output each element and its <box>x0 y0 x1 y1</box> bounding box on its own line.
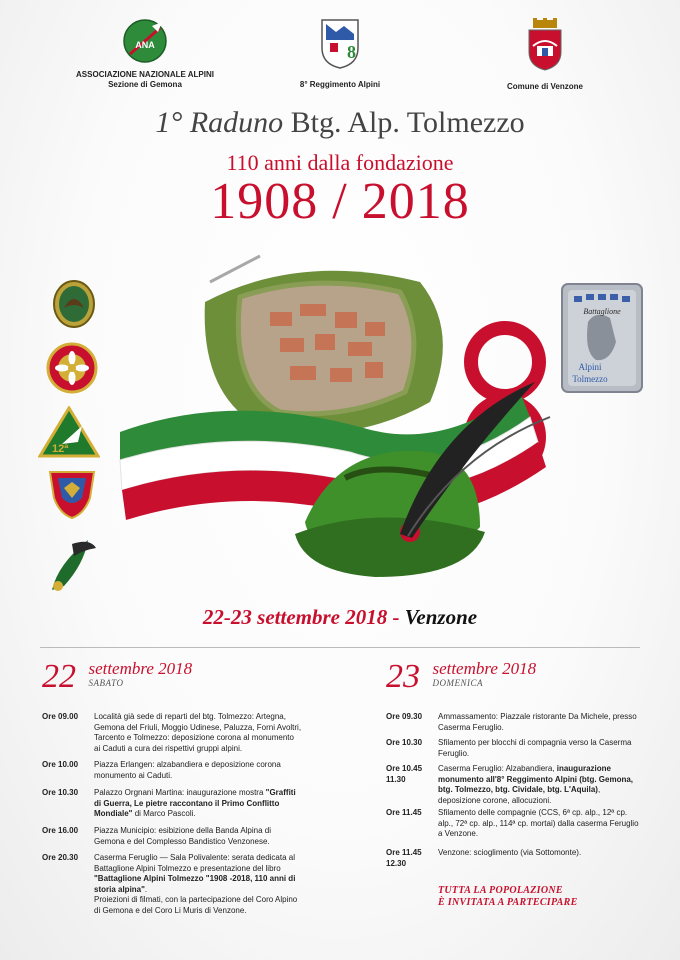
event-description: Venzone: scioglimento (via Sottomonte). <box>438 848 582 857</box>
day2-month: settembre 2018 <box>432 659 537 678</box>
reggimento-caption: 8° Reggimento Alpini <box>299 80 381 89</box>
ana-caption-1: ASSOCIAZIONE NAZIONALE ALPINI <box>76 70 214 79</box>
event-description-bold: "Graffiti di Guerra, Le pietre raccontano il Primo Conflitto Mondiale" <box>94 788 296 818</box>
closing-line-2: È INVITATA A PARTECIPARE <box>438 897 578 908</box>
event-description-text: di Marco Pascoli. <box>132 809 196 818</box>
day2-number: 23 <box>386 658 420 695</box>
ana-logo-text: ANA <box>135 40 155 50</box>
venzone-logo-block <box>500 18 590 92</box>
event-description: Ammassamento: Piazzale ristorante Da Michele, presso Caserma Feruglio. <box>438 712 637 732</box>
event-description-text: Palazzo Orgnani Martina: inaugurazione mostra <box>94 788 266 797</box>
plaque-top-text: Battaglione <box>583 307 621 316</box>
event-description-text: Caserma Feruglio: Alzabandiera, <box>438 764 557 773</box>
day1-header <box>42 660 192 694</box>
event-description <box>94 788 302 820</box>
day2-schedule <box>386 712 642 892</box>
plaque-bottom-text-2: Tolmezzo <box>572 374 608 384</box>
event-time: Ore 09.00 <box>42 712 79 721</box>
event-dates: 22-23 settembre 2018 - <box>202 605 405 629</box>
event-dateline <box>0 605 680 630</box>
badge-12-company-icon <box>38 406 100 458</box>
event-description <box>438 764 642 806</box>
event-time: Ore 11.45 12.30 <box>386 848 422 868</box>
badge-edelweiss-icon <box>46 342 98 394</box>
day1-number: 22 <box>42 658 76 695</box>
subtitle-anniversary: 110 anni dalla fondazione <box>226 150 454 175</box>
event-time: Ore 10.45 11.30 <box>386 764 423 784</box>
plaque-bottom-text-1: Alpini <box>578 362 602 372</box>
event-time: Ore 10.30 <box>42 788 79 797</box>
badge-shield-icon <box>48 468 96 520</box>
event-time: Ore 16.00 <box>42 826 79 835</box>
event-description <box>94 853 302 916</box>
event-description-text: . <box>144 884 148 894</box>
main-title-rest: Btg. Alp. Tolmezzo <box>283 106 525 139</box>
reggimento-logo-block <box>290 18 390 90</box>
svg-text:8: 8 <box>347 42 356 62</box>
day1-weekday: SABATO <box>88 678 124 688</box>
badge-12-label: 12ª <box>52 443 69 455</box>
event-description: Sfilamento delle compagnie (CCS, 6ª cp. alp., 12ª cp. alp., 72ª cp. alp., 114ª cp. mortai) dalla caserma Feruglio a Venzone. <box>438 808 639 838</box>
event-description-bold: "Battaglione Alpini Tolmezzo "1908 -2018, 110 anni di storia alpina" <box>94 874 296 894</box>
event-description-text: Caserma Feruglio — Sala Polivalente: serata dedicata al Battaglione Alpini Tolmezzo e presentazione del libro <box>94 853 295 873</box>
event-time: Ore 11.45 <box>386 808 422 817</box>
ana-caption-2: Sezione di Gemona <box>108 80 182 89</box>
event-description: Località già sede di reparti del btg. Tolmezzo: Artegna, Gemona del Friuli, Moggio Udinese, Paluzza, Forni Avoltri, Tarcento e Tolmezzo: deposizione corona al monumento ai Caduti a cura dei rispettivi gruppi alpini. <box>94 712 302 753</box>
venzone-crest-icon <box>525 18 565 72</box>
venzone-aerial-illustration <box>110 242 590 587</box>
aerial-town-image <box>205 256 443 434</box>
event-description: Piazza Municipio: esibizione della Banda Alpina di Gemona e del Complesso Bandistico Venzonese. <box>94 826 271 846</box>
battaglione-plaque-image <box>560 282 644 394</box>
ana-logo-block <box>70 18 220 90</box>
event-time: Ore 09.30 <box>386 712 423 721</box>
day2-header <box>386 660 536 694</box>
event-description: Sfilamento per blocchi di compagnia verso la Caserma Feruglio. <box>438 738 632 758</box>
badge-feather-icon <box>44 534 100 598</box>
closing-line-1: TUTTA LA POPOLAZIONE <box>438 885 563 896</box>
closing-invitation <box>438 885 578 909</box>
event-time: Ore 10.30 <box>386 738 423 747</box>
event-description-extra: Proiezioni di filmati, con la partecipazione del Coro Alpino di Gemona e del Coro Li Muris di Venzone. <box>94 895 298 915</box>
divider <box>40 647 640 648</box>
reggimento-shield-icon <box>320 18 360 70</box>
event-place: Venzone <box>404 605 478 629</box>
badge-eagle-icon <box>50 278 98 328</box>
main-title-italic: 1° Raduno <box>155 106 284 139</box>
day1-schedule <box>42 712 302 942</box>
event-description: Piazza Erlangen: alzabandiera e deposizione corona monumento ai Caduti. <box>94 760 281 780</box>
years-title: 1908 / 2018 <box>210 173 470 230</box>
ana-logo-icon <box>122 18 168 64</box>
event-description-bold: inaugurazione monumento all'8° Reggimento Alpini (btg. Gemona, btg. Tolmezzo, btg. Cividale, btg. L'Aquila) <box>438 764 634 794</box>
main-title <box>0 106 680 140</box>
event-time: Ore 20.30 <box>42 853 79 862</box>
venzone-caption: Comune di Venzone <box>506 82 583 91</box>
event-time: Ore 10.00 <box>42 760 79 769</box>
day2-weekday: DOMENICA <box>432 678 483 688</box>
event-description-text: , deposizione corone, allocuzioni. <box>438 785 601 805</box>
day1-month: settembre 2018 <box>88 659 193 678</box>
